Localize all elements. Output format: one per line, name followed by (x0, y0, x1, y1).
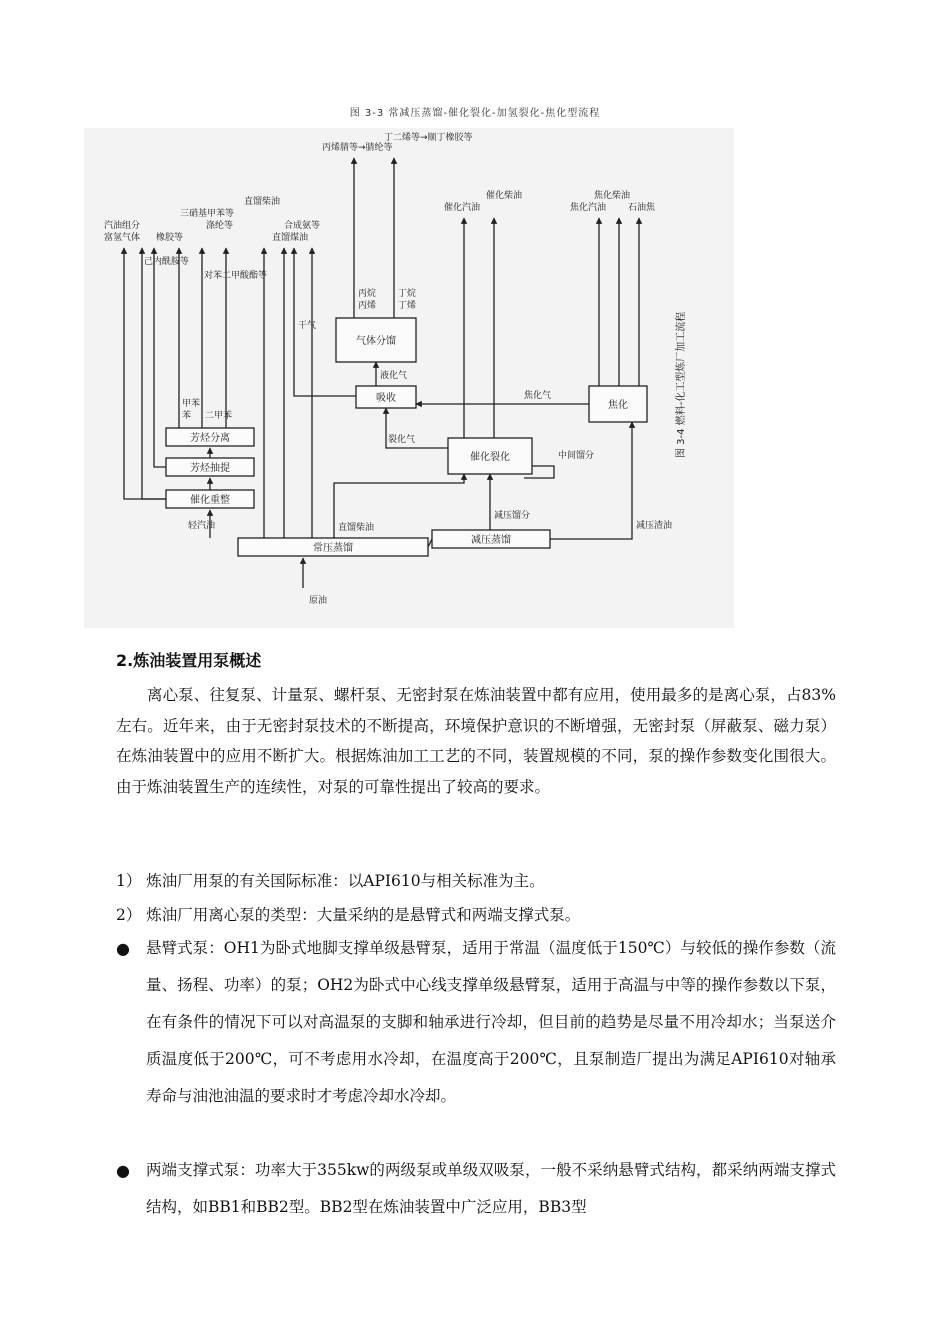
product-straight-diesel: 直馏柴油 (244, 197, 281, 207)
product-rubber: 橡胶等 (156, 233, 184, 243)
box-separate-label: 芳烃分离 (190, 433, 230, 444)
list-item-types: 2） 炼油厂用离心泵的类型：大量采纳的是悬臂式和两端支撑式泵。 (116, 906, 581, 924)
product-fcc-diesel: 催化柴油 (486, 191, 523, 201)
bullet-between-bearings-text: 两端支撑式泵：功率大于355kw的两级泵或单级双吸泵，一般不采纳悬臂式结构，都采纳两端支撑式结构，如BB1和BB2型。BB2型在炼油装置中广泛应用，BB3型 (146, 1161, 836, 1216)
label-crude: 原油 (309, 596, 328, 606)
label-xylene: 二甲苯 (205, 411, 233, 421)
bullet-cantilever-text: 悬臂式泵：OH1为卧式地脚支撑单级悬臂泵，适用于常温（温度低于150℃）与较低的操作参数（流量、扬程、功率）的泵；OH2为卧式中心线支撑单级悬臂泵，适用于高温与中等的操作参数以下泵，在有条件的情况下可以对高温泵的支脚和轴承进行冷却，但目前的趋势是尽量不用冷却水；当泵送介质温度低于200℃，可不考虑用水冷却，在温度高于200℃，且泵制造厂提出为满足API610对轴承寿命与油池油温的要求时才考虑冷却水冷却。 (146, 939, 836, 1105)
bullet-between-bearings (116, 1152, 836, 1226)
product-hydrogen-gas: 富氢气体 (104, 233, 141, 243)
label-propane: 丙烷 (358, 289, 377, 299)
figure-side-title: 图 3-4 燃料-化工型炼厂加工流程 (676, 311, 687, 458)
product-coker-diesel: 焦化柴油 (594, 191, 631, 201)
product-polypropylene: 丙烯腈等→腈纶等 (322, 143, 393, 153)
box-fcc-label: 催化裂化 (470, 452, 510, 463)
label-vac-residue: 减压渣油 (636, 521, 673, 531)
product-petroleum-coke: 石油焦 (628, 203, 656, 213)
label-coker-gas: 焦化气 (524, 391, 552, 401)
label-benzene: 苯 (182, 411, 192, 421)
box-atm-label: 常压蒸馏 (313, 543, 353, 554)
product-gasoline-blend: 汽油组分 (104, 221, 141, 231)
box-extract-label: 芳烃抽提 (190, 463, 230, 474)
label-straight-diesel-bottom: 直馏柴油 (338, 523, 375, 533)
list-item-standards: 1） 炼油厂用泵的有关国际标准：以API610与相关标准为主。 (116, 872, 545, 890)
product-coker-gasoline: 焦化汽油 (570, 203, 607, 213)
box-vac-label: 减压蒸馏 (471, 535, 511, 546)
label-cracked-gas: 裂化气 (388, 435, 416, 445)
process-flow-svg (84, 128, 734, 628)
process-flow-diagram (84, 128, 734, 628)
product-terephthalic: 对苯二甲酸酯等 (204, 271, 268, 281)
box-gasfrac-label: 气体分馏 (356, 336, 396, 347)
label-light-naphtha: 轻汽油 (188, 521, 216, 531)
box-coke-label: 焦化 (608, 400, 628, 411)
paragraph-pump-overview: 离心泵、往复泵、计量泵、螺杆泵、无密封泵在炼油装置中都有应用，使用最多的是离心泵，占83%左右。近年来，由于无密封泵技术的不断提高，环境保护意识的不断增强，无密封泵（屏蔽泵、磁力泵）在炼油装置中的应用不断扩大。根据炼油加工工艺的不同，装置规模的不同，泵的操作参数变化围很大。由于炼油装置生产的连续性，对泵的可靠性提出了较高的要求。 (116, 686, 836, 796)
label-toluene: 甲苯 (182, 399, 201, 409)
label-vac-distillate: 减压馏分 (494, 511, 531, 521)
label-butane: 丁烷 (398, 289, 417, 299)
product-butadiene: 丁二烯等→顺丁橡胶等 (384, 133, 473, 143)
product-straight-kerosene: 直馏煤油 (272, 233, 309, 243)
label-liquefied-gas: 液化气 (380, 371, 408, 381)
box-absorb-label: 吸收 (376, 393, 396, 404)
bullet-cantilever (116, 930, 836, 1115)
label-dry-gas: 干气 (298, 321, 317, 331)
section-title: 2.炼油装置用泵概述 (116, 651, 262, 670)
product-caprolactam: 己内酰胺等 (144, 257, 190, 267)
label-butylene: 丁烯 (398, 301, 417, 311)
product-fcc-gasoline: 催化汽油 (444, 203, 481, 213)
bullet-dot-icon: ● (116, 939, 130, 958)
product-trinitrotoluene: 三硝基甲苯等 (180, 209, 235, 219)
bullet-dot-icon: ● (116, 1161, 130, 1180)
figure-caption: 图 3-3 常减压蒸馏-催化裂化-加氢裂化-焦化型流程 (349, 108, 601, 119)
label-middle-fraction: 中间馏分 (558, 451, 595, 461)
label-propylene: 丙烯 (358, 301, 377, 311)
product-fibers: 涤纶等 (206, 221, 234, 231)
product-synthetic-ammonia: 合成氨等 (284, 221, 321, 231)
box-reform-label: 催化重整 (190, 495, 230, 506)
